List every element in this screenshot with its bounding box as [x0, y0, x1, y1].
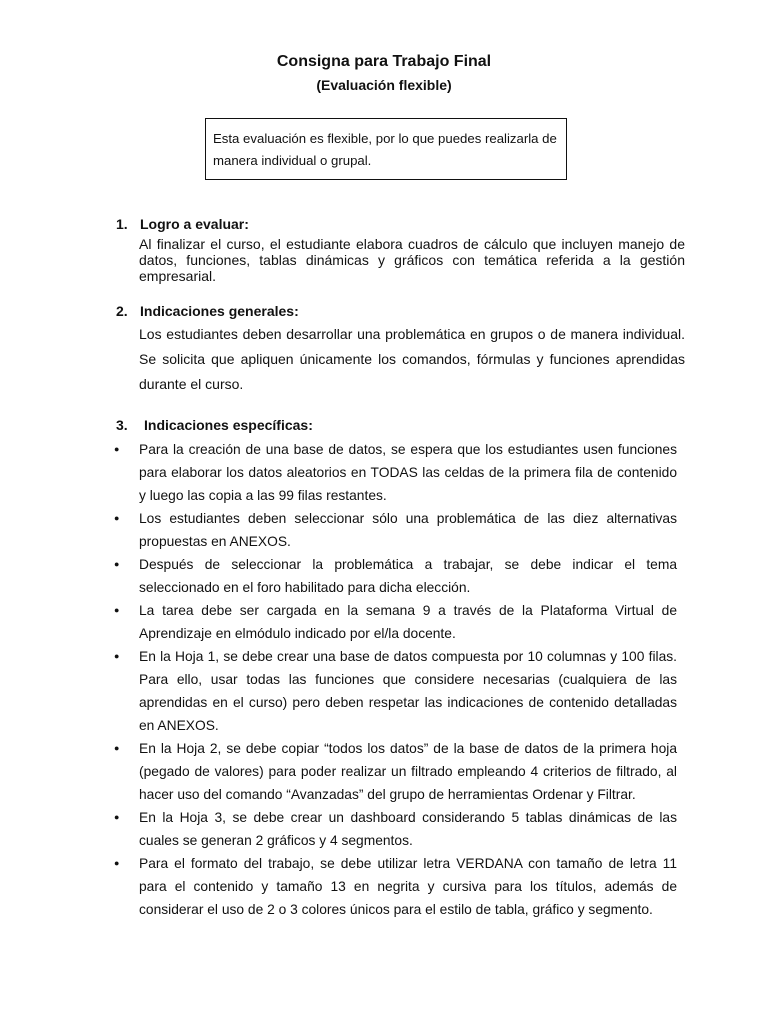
section-2-number: 2. [116, 303, 128, 319]
list-item: ● Para el formato del trabajo, se debe utilizar letra VERDANA con tamaño de letra 11 para el contenido y tamaño 13 en negrita y cursiva para los títulos, además de considerar el uso de 2 o 3 colores únicos para el estilo de tabla, gráfico y segmento. [139, 852, 677, 921]
list-item: ● En la Hoja 2, se debe copiar “todos los datos” de la base de datos de la primera hoja (pegado de valores) para poder realizar un filtrado empleando 4 criterios de filtrado, al hacer uso del comando “Avanzadas” del grupo de herramientas Ordenar y Filtrar. [139, 737, 677, 806]
section-1-heading [116, 215, 249, 233]
list-item: ● En la Hoja 3, se debe crear un dashboard considerando 5 tablas dinámicas de las cuales se generan 2 gráficos y 4 segmentos. [139, 806, 677, 852]
list-item: ● Después de seleccionar la problemática a trabajar, se debe indicar el tema seleccionado en el foro habilitado para dicha elección. [139, 553, 677, 599]
document-title: Consigna para Trabajo Final [276, 53, 492, 70]
flexible-evaluation-notice: Esta evaluación es flexible, por lo que puedes realizarla de manera individual o grupal. [205, 118, 567, 180]
list-item: ● La tarea debe ser cargada en la semana 9 a través de la Plataforma Virtual de Aprendizaje en elmódulo indicado por el/la docente. [139, 599, 677, 645]
list-item: ● Los estudiantes deben seleccionar sólo una problemática de las diez alternativas propuestas en ANEXOS. [139, 507, 677, 553]
list-item: ● Para la creación de una base de datos, se espera que los estudiantes usen funciones para elaborar los datos aleatorios en TODAS las celdas de la primera fila de contenido y luego las copia a las 99 filas restantes. [139, 438, 677, 507]
section-2-text: Los estudiantes deben desarrollar una problemática en grupos o de manera individual. Se solicita que apliquen únicamente los comandos, fórmulas y funciones aprendidas durante el curso. [139, 326, 685, 392]
list-item: ● En la Hoja 1, se debe crear una base de datos compuesta por 10 columnas y 100 filas. Para ello, usar todas las funciones que considere necesarias (cualquiera de las aprendidas en el curso) pero deben respetar las indicaciones de contenido detalladas en ANEXOS. [139, 645, 677, 737]
section-3-title: Indicaciones específicas: [144, 417, 313, 433]
section-3-number: 3. [116, 417, 128, 433]
section-1-number: 1. [116, 216, 128, 232]
section-2-title: Indicaciones generales: [140, 303, 299, 319]
document-subtitle: (Evaluación flexible) [316, 77, 452, 93]
section-3-heading [116, 416, 313, 434]
section-1-title: Logro a evaluar: [140, 216, 249, 232]
specific-instructions-list [139, 438, 677, 921]
section-2-heading [116, 302, 299, 320]
section-1-text: Al finalizar el curso, el estudiante elabora cuadros de cálculo que incluyen manejo de datos, funciones, tablas dinámicas y gráficos con temática referida a la gestión empresarial. [139, 236, 685, 284]
